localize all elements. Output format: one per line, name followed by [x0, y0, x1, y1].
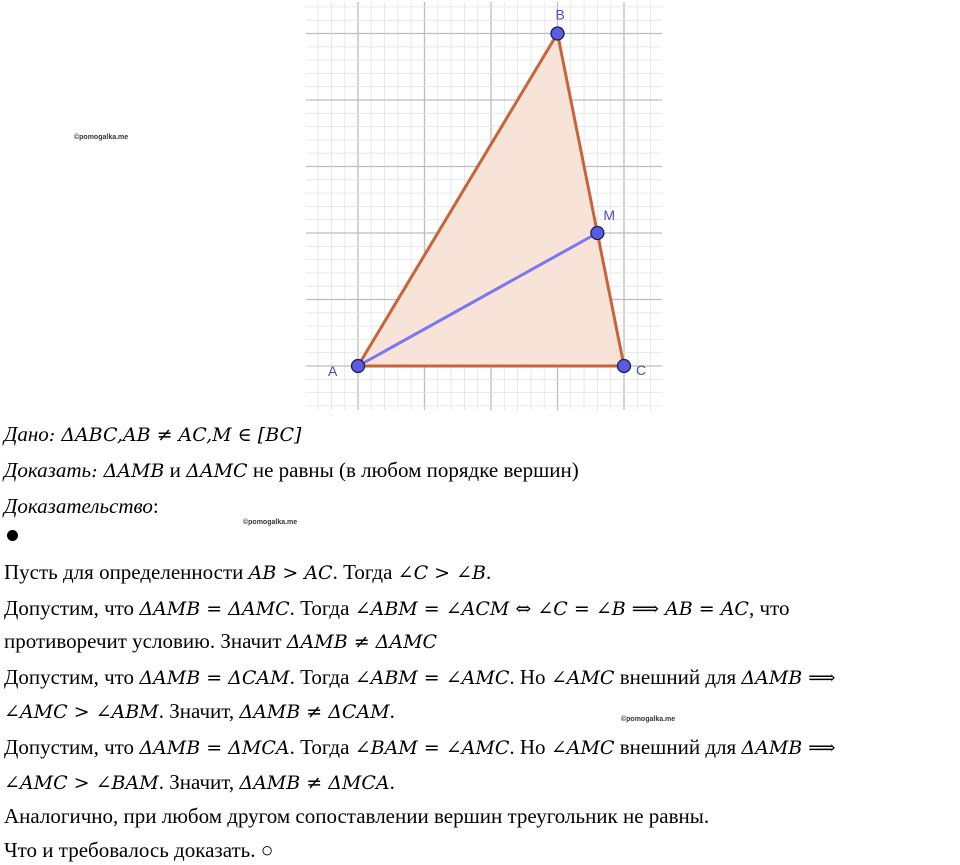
text-l3a: противоречит условию. Значит	[4, 629, 287, 653]
math-l7a: ∠AMC > ∠BAM	[4, 772, 159, 794]
prove-triangle-1: : ΔAMB	[91, 460, 165, 482]
point-b	[551, 27, 564, 40]
point-label-c: C	[636, 362, 647, 378]
math-l2b: ΔAMB = ΔAMC	[139, 598, 290, 620]
prove-and: и	[164, 458, 187, 482]
proof-line-4	[4, 665, 836, 690]
text-l4e: . Но	[509, 665, 551, 689]
point-label-m: M	[603, 207, 616, 223]
proof-line-1	[4, 560, 491, 585]
math-l4d: ∠ABM = ∠AMC	[354, 667, 510, 689]
text-l6g: внешний для	[614, 735, 742, 759]
math-l4b: ΔAMB = ΔCAM	[139, 667, 290, 689]
text-l6a: Допустим, что	[4, 735, 140, 759]
watermark-3: ©pomogalka.me	[621, 716, 676, 723]
math-l5a: ∠AMC > ∠ABM	[4, 701, 159, 723]
text-l4a: Допустим, что	[4, 665, 140, 689]
proof-line-7	[4, 770, 395, 795]
text-l4c: . Тогда	[289, 665, 355, 689]
text-l5d: .	[389, 699, 395, 723]
given-line	[4, 422, 301, 447]
math-l7c: ΔAMB ≠ ΔMCA	[239, 772, 390, 794]
bullet	[7, 530, 18, 541]
text-l2a: Допустим, что	[4, 596, 140, 620]
text-l6e: . Но	[509, 735, 551, 759]
prove-rest: не равны (в любом порядке вершин)	[247, 458, 579, 482]
text-l4g: внешний для	[614, 665, 742, 689]
text-l5b: . Значит,	[158, 699, 240, 723]
math-l6b: ΔAMB = ΔMCA	[139, 737, 290, 759]
prove-line	[4, 458, 579, 483]
point-label-a: A	[328, 363, 338, 379]
point-m	[591, 227, 604, 240]
point-a	[352, 360, 365, 373]
given-label: Дано	[4, 422, 49, 446]
proof-line-3	[4, 629, 437, 654]
geometry-figure	[0, 0, 960, 420]
proof-line-2	[4, 596, 789, 621]
point-label-b: B	[555, 6, 565, 23]
math-l4f: ∠AMC	[550, 667, 615, 689]
proof-line-8: Аналогично, при любом другом сопоставлении вершин треугольник не равны.	[4, 804, 710, 828]
proof-line-5	[4, 699, 395, 724]
prove-label: Доказать	[4, 458, 92, 482]
math-l3b: ΔAMB ≠ ΔAMC	[286, 631, 438, 653]
math-l1d: ∠C > ∠B	[397, 562, 487, 584]
text-l7b: . Значит,	[158, 770, 240, 794]
prove-triangle-2: ΔAMC	[186, 460, 248, 482]
math-l2d: ∠ABM = ∠ACM ⇔ ∠C = ∠B ⟹ AB = AC	[354, 598, 749, 620]
math-l5c: ΔAMB ≠ ΔCAM	[239, 701, 390, 723]
proof-line-6	[4, 735, 836, 760]
proof-label: Доказательство	[4, 494, 153, 518]
given-body: : ΔABC,AB ≠ AC,M ∈ [BC]	[48, 424, 302, 446]
proof-colon: :	[152, 494, 159, 518]
watermark-1: ©pomogalka.me	[74, 134, 129, 141]
math-l1b: AB > AC	[248, 562, 333, 584]
math-l6f: ∠AMC	[550, 737, 615, 759]
text-l1e: .	[486, 560, 492, 584]
math-l6h: ΔAMB ⟹	[741, 737, 836, 759]
proof-heading	[4, 494, 159, 518]
text-l1c: . Тогда	[332, 560, 398, 584]
math-l4h: ΔAMB ⟹	[741, 667, 836, 689]
math-l6d: ∠BAM = ∠AMC	[354, 737, 510, 759]
text-l1a: Пусть для определенности	[4, 560, 249, 584]
point-c	[618, 360, 631, 373]
text-l7d: .	[389, 770, 395, 794]
text-l2c: . Тогда	[289, 596, 355, 620]
proof-line-9: Что и требовалось доказать. ○	[4, 838, 274, 862]
text-l2e: , что	[748, 596, 790, 620]
watermark-2: ©pomogalka.me	[243, 519, 298, 526]
text-l6c: . Тогда	[289, 735, 355, 759]
